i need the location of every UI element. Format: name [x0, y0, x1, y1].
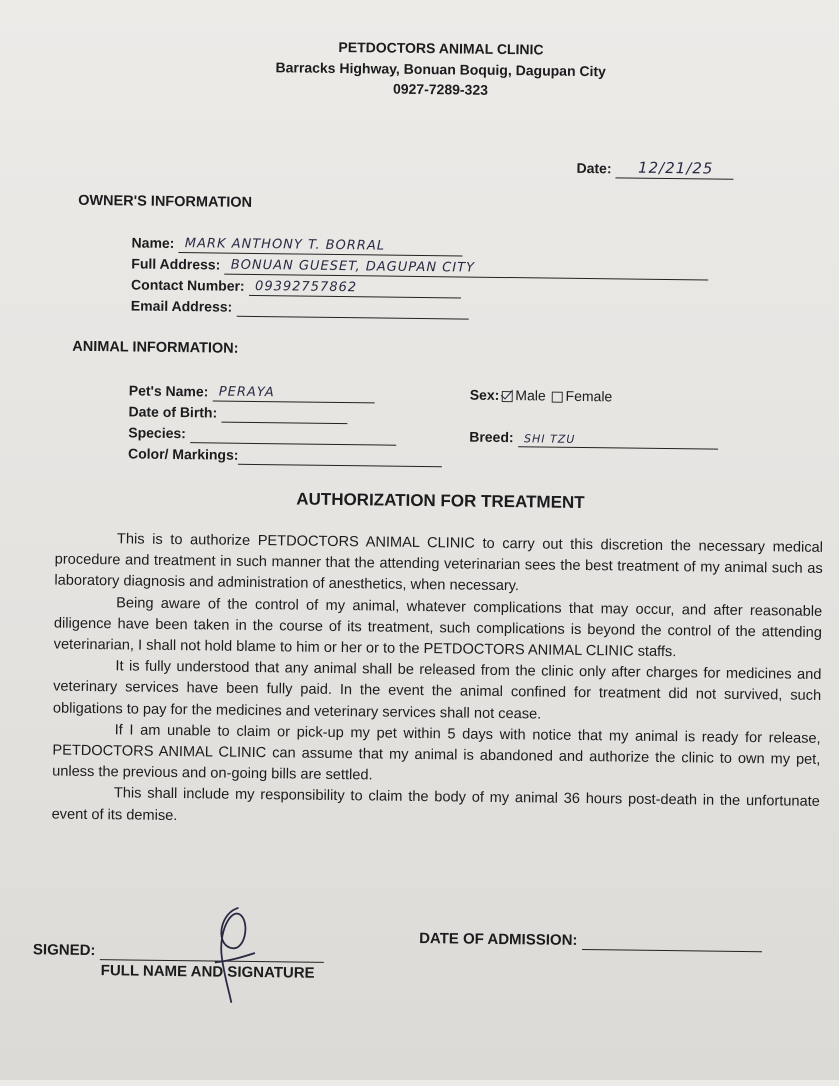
- paragraph: This is to authorize PETDOCTORS ANIMAL CLINIC to carry out this discretion the necessary medical procedure and treatment in such manner that the attending veterinarian sees the best treatment of my animal such as laboratory diagnosis and administration of anesthetics, when necessary.: [54, 531, 824, 595]
- dob-field[interactable]: Date of Birth:: [128, 403, 347, 424]
- owner-name-value: MARK ANTHONY T. BORRAL: [184, 236, 386, 254]
- signature-field[interactable]: SIGNED:: [33, 941, 324, 963]
- owner-address-field[interactable]: Full Address: BONUAN GUESET, DAGUPAN CITY: [131, 255, 709, 280]
- color-field[interactable]: Color/ Markings:: [128, 445, 443, 467]
- owner-contact-value: 09392757862: [255, 278, 358, 296]
- pet-name-value: PERAYA: [218, 384, 275, 401]
- paragraph: If I am unable to claim or pick-up my pet within 5 days with notice that my animal is ready for release, PETDOCTORS ANIMAL CLINIC can assume that my animal is abandoned and authorize the clinic to own my pet, unless the previous and on-going bills are settled.: [52, 722, 821, 784]
- handwritten-signature: [199, 902, 270, 1008]
- owner-email-field[interactable]: Email Address:: [131, 297, 469, 319]
- authorization-title: AUTHORIZATION FOR TREATMENT: [296, 489, 585, 513]
- owner-heading: OWNER'S INFORMATION: [78, 192, 253, 211]
- breed-value: SHI TZU: [523, 432, 576, 446]
- owner-contact-field[interactable]: Contact Number: 09392757862: [131, 276, 461, 298]
- clinic-name: PETDOCTORS ANIMAL CLINIC: [338, 38, 544, 58]
- signature-caption: FULL NAME AND SIGNATURE: [100, 962, 315, 982]
- date-field[interactable]: Date: 12/21/25: [576, 160, 734, 180]
- clinic-address: Barracks Highway, Bonuan Boquig, Dagupan City: [275, 59, 607, 80]
- admission-date-field[interactable]: DATE OF ADMISSION:: [419, 930, 762, 952]
- paragraph: It is fully understood that any animal shall be released from the clinic only after charges for medicines and veterinary services have been fully paid. In the event the animal confined for treatment did not survived, such obligations to pay for the medicines and veterinary services shall not cease.: [52, 658, 822, 723]
- sex-field: Sex: Male Female: [469, 386, 613, 405]
- owner-address-value: BONUAN GUESET, DAGUPAN CITY: [230, 257, 476, 276]
- female-checkbox[interactable]: [552, 391, 563, 402]
- date-value: 12/21/25: [637, 158, 714, 178]
- animal-heading: ANIMAL INFORMATION:: [72, 338, 239, 357]
- breed-field[interactable]: Breed: SHI TZU: [469, 429, 718, 450]
- owner-name-field[interactable]: Name: MARK ANTHONY T. BORRAL: [131, 234, 462, 256]
- pet-name-field[interactable]: Pet's Name: PERAYA: [129, 382, 375, 403]
- paragraph: Being aware of the control of my animal, whatever complications that may occur, and after reasonable diligence have been taken in the course of its treatment, such complications is beyond the control of the attending veterinarian, I shall not hold blame to him or her or to the PETDOCTORS ANIMAL CLINIC staffs.: [53, 594, 823, 661]
- clinic-phone: 0927-7289-323: [392, 80, 489, 98]
- authorization-body: [51, 529, 823, 835]
- species-field[interactable]: Species:: [128, 424, 396, 445]
- paragraph: This shall include my responsibility to claim the body of my animal 36 hours post-death in the unfortunate event of its demise.: [51, 785, 820, 824]
- male-checkbox[interactable]: [501, 391, 512, 402]
